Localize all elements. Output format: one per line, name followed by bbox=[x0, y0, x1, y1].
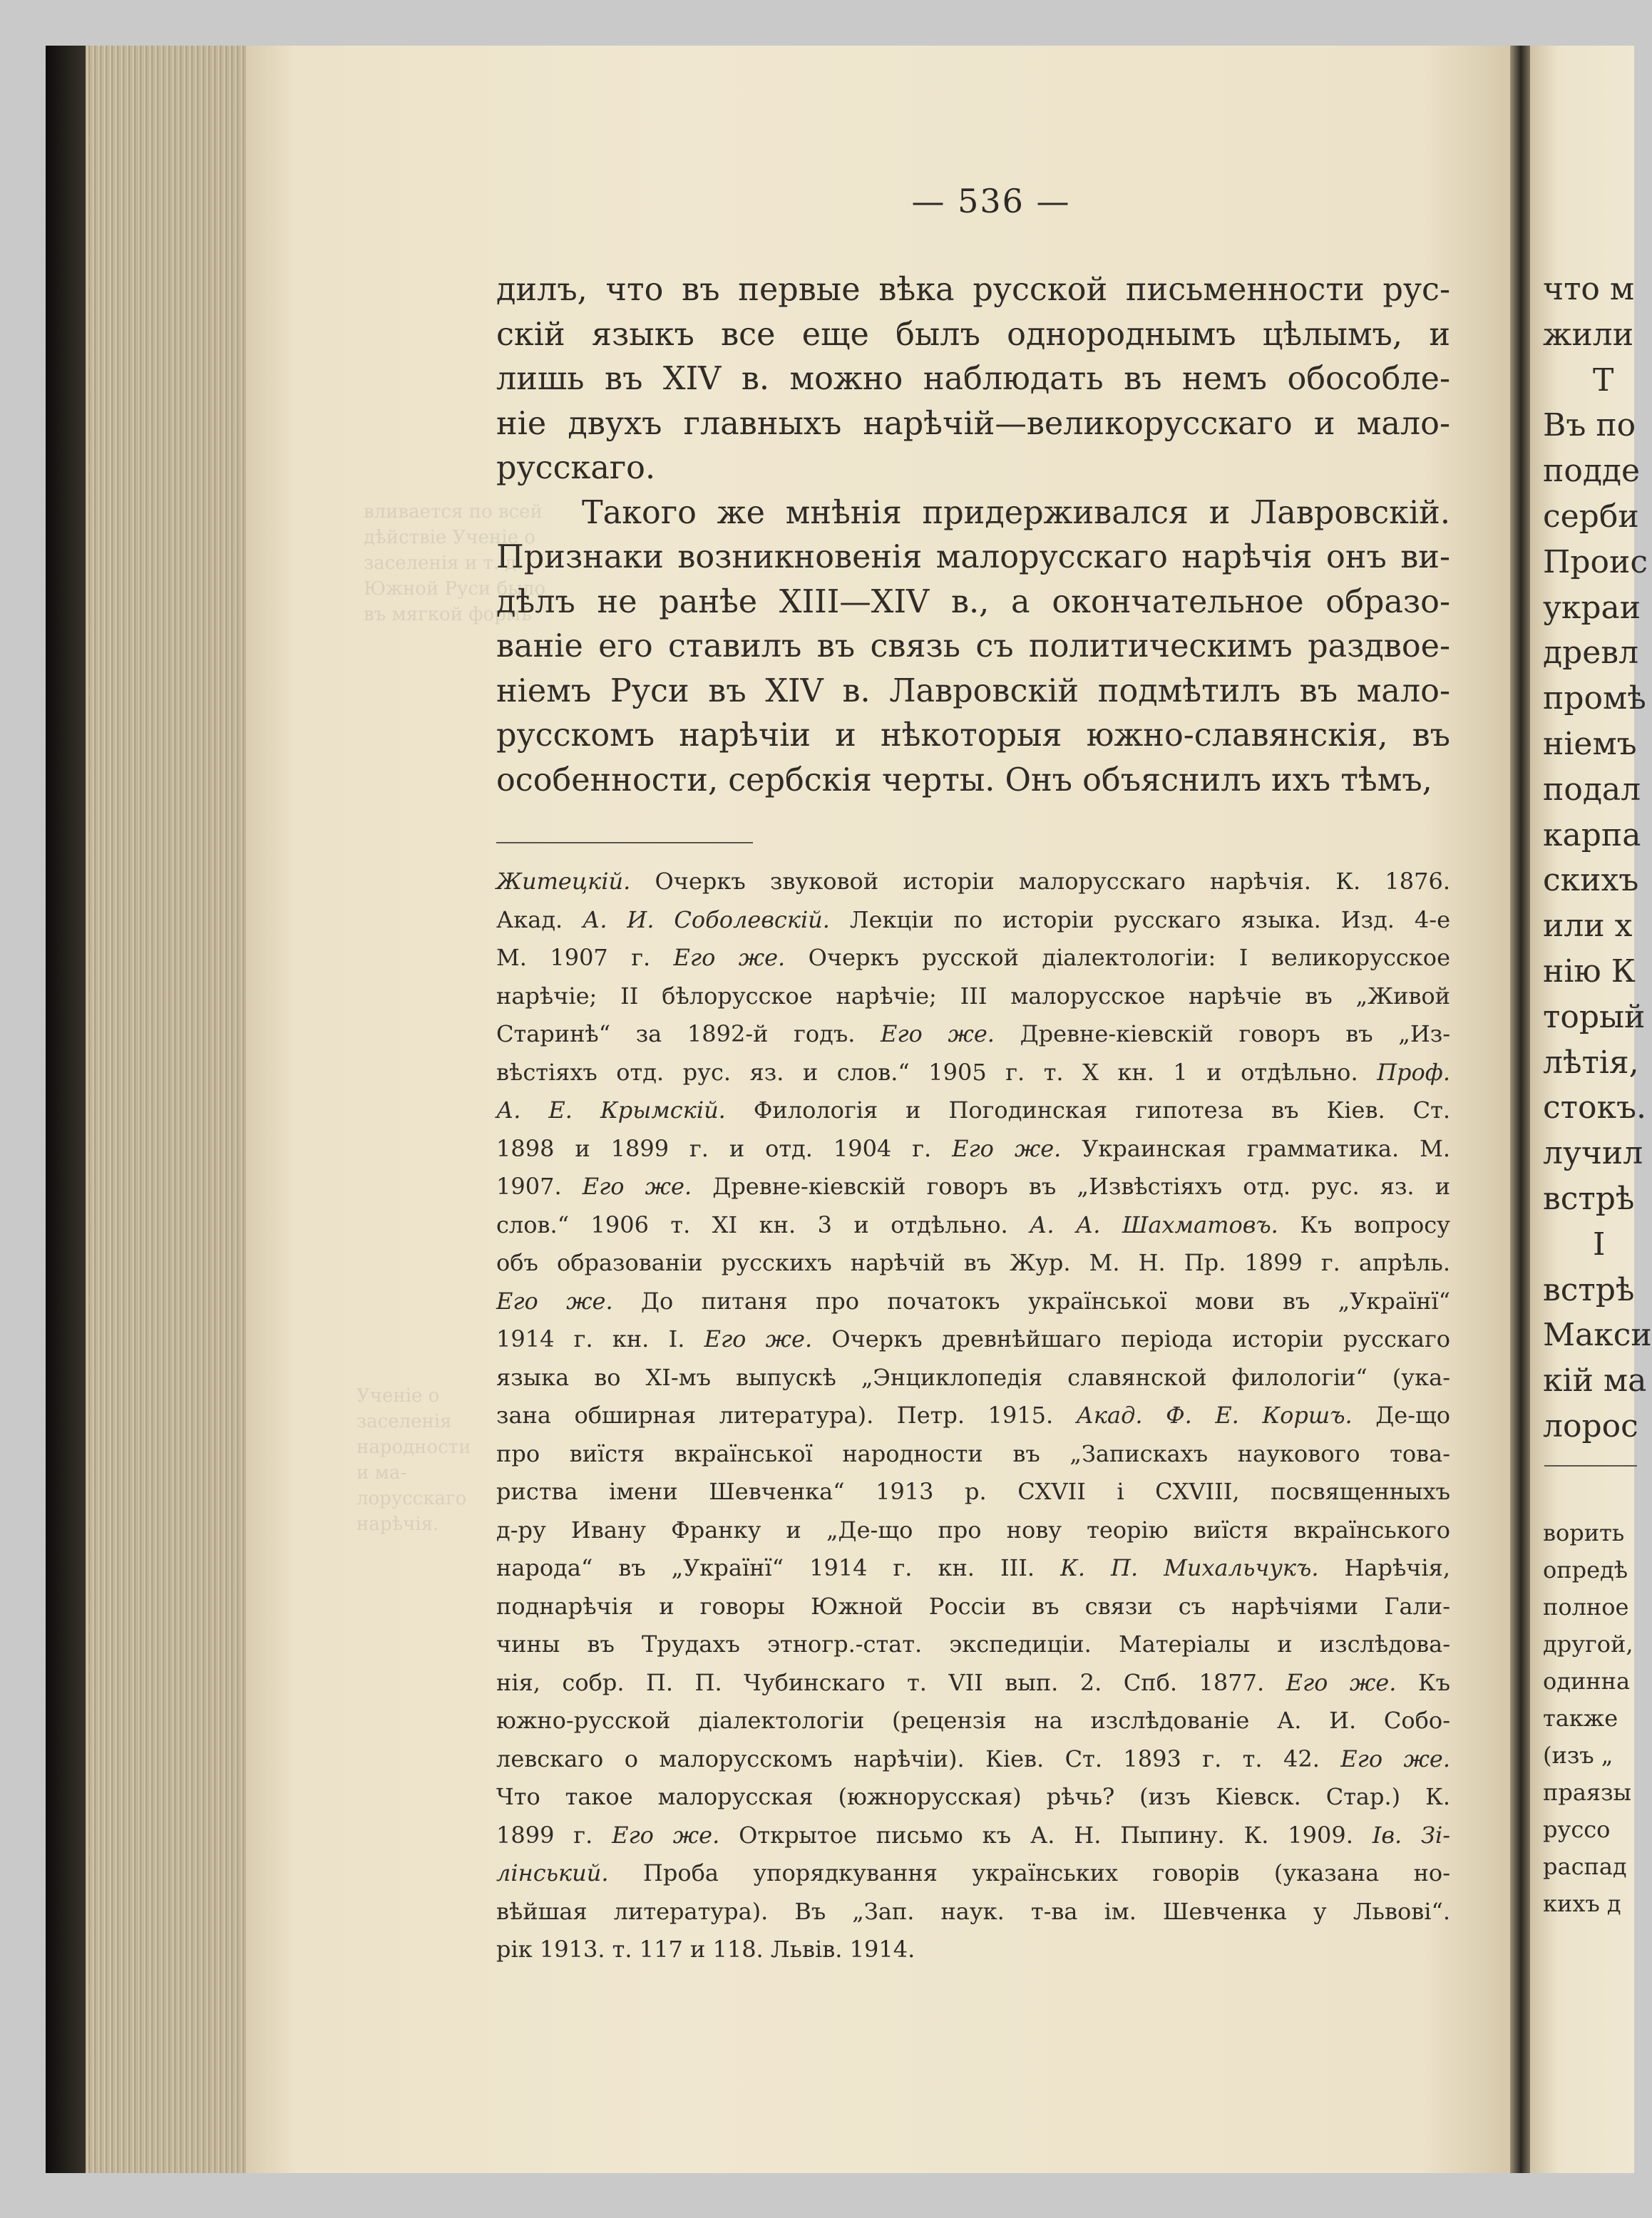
footnote-line bbox=[496, 1473, 1450, 1511]
right-footnote-fragment: распад bbox=[1543, 1853, 1627, 1880]
footnote-line bbox=[496, 1931, 1450, 1969]
footnote-text: левскаго о малорусскомъ нарѣчіи). Кіев. Ст. 1893 г. т. 42. bbox=[496, 1745, 1341, 1772]
footnote-author: Ів. Зі- bbox=[1372, 1821, 1451, 1849]
right-text-fragment: жили bbox=[1543, 316, 1634, 353]
text-line: русскаго. bbox=[496, 450, 656, 486]
right-text-fragment: лѣтія, bbox=[1543, 1044, 1639, 1081]
footnote-line bbox=[496, 1359, 1450, 1397]
page-stack-edges bbox=[86, 46, 250, 2173]
footnote-line bbox=[496, 1511, 1450, 1550]
footnote-author: Акад. Ф. Е. Коршъ. bbox=[1076, 1402, 1353, 1429]
right-text-fragment: встрѣ bbox=[1543, 1271, 1635, 1308]
footnote bbox=[496, 863, 1450, 1969]
footnote-text: объ образованіи русскихъ нарѣчій въ Жур. М. Н. Пр. 1899 г. апрѣль. bbox=[496, 1249, 1450, 1276]
footnote-line bbox=[496, 1130, 1450, 1169]
right-footnote-fragment: ворить bbox=[1543, 1519, 1625, 1546]
footnote-line bbox=[496, 901, 1450, 940]
right-text-fragment: что м bbox=[1543, 271, 1635, 307]
footnote-text: Открытое письмо къ А. Н. Пыпину. К. 1909. bbox=[719, 1821, 1373, 1849]
footnote-line bbox=[496, 1588, 1450, 1626]
text-line: особенности, сербскія черты. Онъ объяснилъ ихъ тѣмъ, bbox=[496, 761, 1432, 799]
text-line: лишь въ XIV в. можно наблюдать въ немъ обособле- bbox=[496, 361, 1450, 397]
book-cover-edge bbox=[46, 46, 88, 2173]
footnote-text: риства імени Шевченка“ 1913 р. CXVII і CXVIII, посвященныхъ bbox=[496, 1478, 1450, 1505]
right-text-fragment: подал bbox=[1543, 771, 1641, 808]
footnote-author: А. А. Шахматовъ. bbox=[1030, 1211, 1278, 1238]
footnote-line bbox=[496, 1320, 1450, 1359]
show-through-text: вливается по всей дѣйствіе Ученіе о заселенія и т. д. Южной Руси было въ мягкой формѣ bbox=[364, 501, 545, 625]
right-footnote-fragment: (изъ „ bbox=[1543, 1742, 1613, 1769]
footnote-line bbox=[496, 1740, 1450, 1779]
right-text-fragment: Проис bbox=[1543, 543, 1648, 580]
footnote-line bbox=[496, 863, 1450, 901]
footnote-author: Его же. bbox=[952, 1134, 1062, 1162]
right-text-fragment: І bbox=[1593, 1226, 1606, 1263]
main-text bbox=[496, 268, 1450, 803]
right-text-fragment: торый bbox=[1543, 998, 1646, 1035]
footnote-author: Его же. bbox=[881, 1020, 995, 1047]
right-text-fragment: кій ма bbox=[1543, 1362, 1647, 1400]
right-text-fragment: или х bbox=[1543, 908, 1633, 945]
footnote-text: Де-що bbox=[1352, 1402, 1451, 1429]
footnote-text: Лекціи по исторіи русскаго языка. Изд. 4-е bbox=[829, 905, 1451, 933]
right-footnote-fragment: полное bbox=[1543, 1593, 1629, 1621]
footnote-text: Филологія и Погодинская гипотеза въ Кіев. Ст. bbox=[725, 1097, 1451, 1124]
footnote-author: Его же. bbox=[612, 1821, 720, 1849]
right-text-fragment: серби bbox=[1543, 498, 1639, 535]
footnote-author: Его же. bbox=[704, 1325, 813, 1352]
right-footnote-fragment: руссо bbox=[1543, 1816, 1611, 1843]
text-line: Такого же мнѣнія придерживался и Лавровскій. bbox=[582, 494, 1450, 531]
right-text-fragment: встрѣ bbox=[1543, 1180, 1635, 1217]
right-footnote-fragment: опредѣ bbox=[1543, 1556, 1628, 1583]
footnote-line bbox=[496, 1397, 1450, 1435]
text-line: ваніе его ставилъ въ связь съ политическимъ раздвое- bbox=[496, 628, 1450, 664]
footnote-line bbox=[496, 1854, 1450, 1893]
right-text-fragment: нію К bbox=[1543, 953, 1636, 990]
footnote-text: Къ bbox=[1396, 1668, 1451, 1696]
right-text-fragment: скихъ bbox=[1543, 862, 1639, 899]
footnote-text: Акад. bbox=[496, 905, 583, 933]
footnote-text: про виїстя вкраїнської народности въ „Запискахъ наукового това- bbox=[496, 1439, 1450, 1467]
footnote-text: вѣйшая литература). Въ „Зап. наук. т-ва ім. Шевченка у Львові“. bbox=[496, 1897, 1450, 1925]
right-footnote-fragment: одинна bbox=[1543, 1668, 1631, 1695]
footnote-line bbox=[496, 1817, 1450, 1855]
right-text-fragment: промѣ bbox=[1543, 680, 1646, 717]
right-page-footnote bbox=[1543, 1514, 1636, 1922]
right-text-fragment: древл bbox=[1543, 635, 1639, 672]
right-page-main-text bbox=[1543, 267, 1652, 1449]
footnote-text: слов.“ 1906 т. XI кн. 3 и отдѣльно. bbox=[496, 1211, 1030, 1238]
footnote-author: Его же. bbox=[673, 944, 786, 971]
right-footnote-divider bbox=[1544, 1465, 1637, 1467]
footnote-text: Украинская грамматика. М. bbox=[1061, 1134, 1451, 1162]
right-page bbox=[1530, 46, 1652, 2173]
footnote-text: Къ вопросу bbox=[1278, 1211, 1451, 1238]
footnote-author: К. П. Михальчукъ. bbox=[1060, 1554, 1319, 1581]
right-text-fragment: украи bbox=[1543, 589, 1641, 626]
right-footnote-fragment: другой, bbox=[1543, 1631, 1633, 1658]
page-number: — 536 — bbox=[911, 182, 1071, 220]
footnote-text: До питаня про початокъ української мови въ „Українї“ bbox=[612, 1287, 1451, 1315]
footnote-line bbox=[496, 1015, 1450, 1054]
footnote-text: зана обширная литература). Петр. 1915. bbox=[496, 1402, 1077, 1429]
footnote-line bbox=[496, 1702, 1450, 1740]
footnote-line bbox=[496, 1092, 1450, 1130]
right-text-fragment: Макси bbox=[1543, 1317, 1652, 1354]
text-line: дѣлъ не ранѣе XIII—XIV в., а окончательное образо- bbox=[496, 583, 1450, 620]
footnote-text: 1898 и 1899 г. и отд. 1904 г. bbox=[496, 1134, 953, 1162]
book-gutter bbox=[1510, 46, 1532, 2173]
footnote-line bbox=[496, 1168, 1450, 1206]
footnote-text: южно-русской діалектологіи (рецензія на изслѣдованіе А. И. Собо- bbox=[496, 1707, 1450, 1734]
footnote-text: 1907. bbox=[496, 1173, 583, 1200]
text-line: ніемъ Руси въ XIV в. Лавровскій подмѣтилъ въ мало- bbox=[496, 672, 1450, 709]
footnote-author: лінський. bbox=[496, 1859, 609, 1886]
footnote-author: Его же. bbox=[582, 1173, 692, 1200]
footnote-divider bbox=[496, 842, 753, 843]
footnote-author: Его же. bbox=[496, 1287, 613, 1315]
footnote-text: нарѣчіе; II бѣлорусское нарѣчіе; III малорусское нарѣчіе въ „Живой bbox=[496, 982, 1450, 1010]
footnote-text: Нарѣчія, bbox=[1318, 1554, 1451, 1581]
footnote-author: Его же. bbox=[1340, 1745, 1451, 1772]
footnote-line bbox=[496, 977, 1450, 1016]
footnote-line bbox=[496, 1778, 1450, 1817]
text-line: ніе двухъ главныхъ нарѣчій—великорусскаго и мало- bbox=[496, 405, 1450, 442]
footnote-text: рік 1913. т. 117 и 118. Львів. 1914. bbox=[496, 1936, 915, 1963]
right-footnote-fragment: кихъ д bbox=[1543, 1890, 1621, 1917]
footnote-text: 1914 г. кн. I. bbox=[496, 1325, 704, 1352]
footnote-text: нія, собр. П. П. Чубинскаго т. VII вып. 2. Спб. 1877. bbox=[496, 1668, 1286, 1696]
footnote-line bbox=[496, 1283, 1450, 1321]
footnote-text: Древне-кіевскій говоръ въ „Извѣстіяхъ отд. рус. яз. и bbox=[692, 1173, 1451, 1200]
footnote-line bbox=[496, 1206, 1450, 1245]
footnote-text: д-ру Ивану Франку и „Де-що про нову теорію виїстя вкраїнського bbox=[496, 1516, 1450, 1544]
footnote-text: чины въ Трудахъ этногр.-стат. экспедиціи. Матеріалы и изслѣдова- bbox=[496, 1631, 1450, 1658]
text-line: Признаки возникновенія малорусскаго нарѣчія онъ ви- bbox=[496, 539, 1450, 575]
footnote-text: Очеркъ древнѣйшаго періода исторіи русскаго bbox=[812, 1325, 1450, 1352]
footnote-text: Очеркъ русской діалектологіи: I великорусское bbox=[785, 944, 1450, 971]
right-text-fragment: лорос bbox=[1543, 1407, 1638, 1444]
footnote-line bbox=[496, 1664, 1450, 1703]
right-text-fragment: подде bbox=[1543, 453, 1641, 490]
footnote-line bbox=[496, 1626, 1450, 1664]
right-text-fragment: лучил bbox=[1543, 1135, 1643, 1172]
footnote-author: Житецкій. bbox=[496, 868, 631, 895]
right-text-fragment: ніемъ bbox=[1543, 725, 1637, 762]
footnote-text: 1899 г. bbox=[496, 1821, 612, 1849]
footnote-line bbox=[496, 1893, 1450, 1931]
right-footnote-fragment: также bbox=[1543, 1705, 1618, 1732]
footnote-author: Проф. bbox=[1377, 1058, 1450, 1086]
right-text-fragment: Въ по bbox=[1543, 407, 1636, 444]
text-line: скій языкъ все еще былъ однороднымъ цѣлымъ, и bbox=[496, 316, 1450, 353]
footnote-text: Проба упорядкування українських говорів (указана но- bbox=[608, 1859, 1450, 1886]
footnote-text: народа“ въ „Українї“ 1914 г. кн. III. bbox=[496, 1554, 1061, 1581]
footnote-line bbox=[496, 1435, 1450, 1474]
footnote-text: Очеркъ звуковой исторіи малорусскаго нарѣчія. К. 1876. bbox=[630, 868, 1450, 895]
footnote-text: Старинѣ“ за 1892-й годъ. bbox=[496, 1020, 881, 1047]
footnote-line bbox=[496, 1054, 1450, 1092]
footnote-text: поднарѣчія и говоры Южной Россіи въ связи съ нарѣчіями Гали- bbox=[496, 1592, 1450, 1620]
footnote-text: языка во XI-мъ выпускѣ „Энциклопедія славянской филологіи“ (ука- bbox=[496, 1363, 1450, 1391]
footnote-line bbox=[496, 1549, 1450, 1588]
right-text-fragment: стокъ. bbox=[1543, 1089, 1646, 1126]
right-footnote-fragment: праязы bbox=[1543, 1779, 1631, 1806]
text-line: русскомъ нарѣчіи и нѣкоторыя южно-славянскія, въ bbox=[496, 717, 1450, 754]
right-text-fragment: карпа bbox=[1543, 816, 1641, 853]
footnote-author: А. И. Соболевскій. bbox=[583, 905, 830, 933]
footnote-line bbox=[496, 939, 1450, 977]
right-text-fragment: Т bbox=[1593, 361, 1614, 399]
footnote-text: вѣстіяхъ отд. рус. яз. и слов.“ 1905 г. т. X кн. 1 и отдѣльно. bbox=[496, 1058, 1377, 1086]
footnote-text: Древне-кіевскій говоръ въ „Из- bbox=[994, 1020, 1451, 1047]
footnote-author: Его же. bbox=[1286, 1668, 1397, 1696]
footnote-text: М. 1907 г. bbox=[496, 944, 674, 971]
footnote-text: Что такое малорусская (южнорусская) рѣчь? (изъ Кіевск. Стар.) К. bbox=[496, 1783, 1450, 1810]
footnote-author: А. Е. Крымскій. bbox=[496, 1097, 726, 1124]
text-line: дилъ, что въ первые вѣка русской письменности рус- bbox=[496, 272, 1450, 308]
footnote-line bbox=[496, 1244, 1450, 1283]
show-through-marginalia: Ученіе о заселенія народности и ма- лорусскаго нарѣчія. bbox=[356, 1385, 471, 1535]
